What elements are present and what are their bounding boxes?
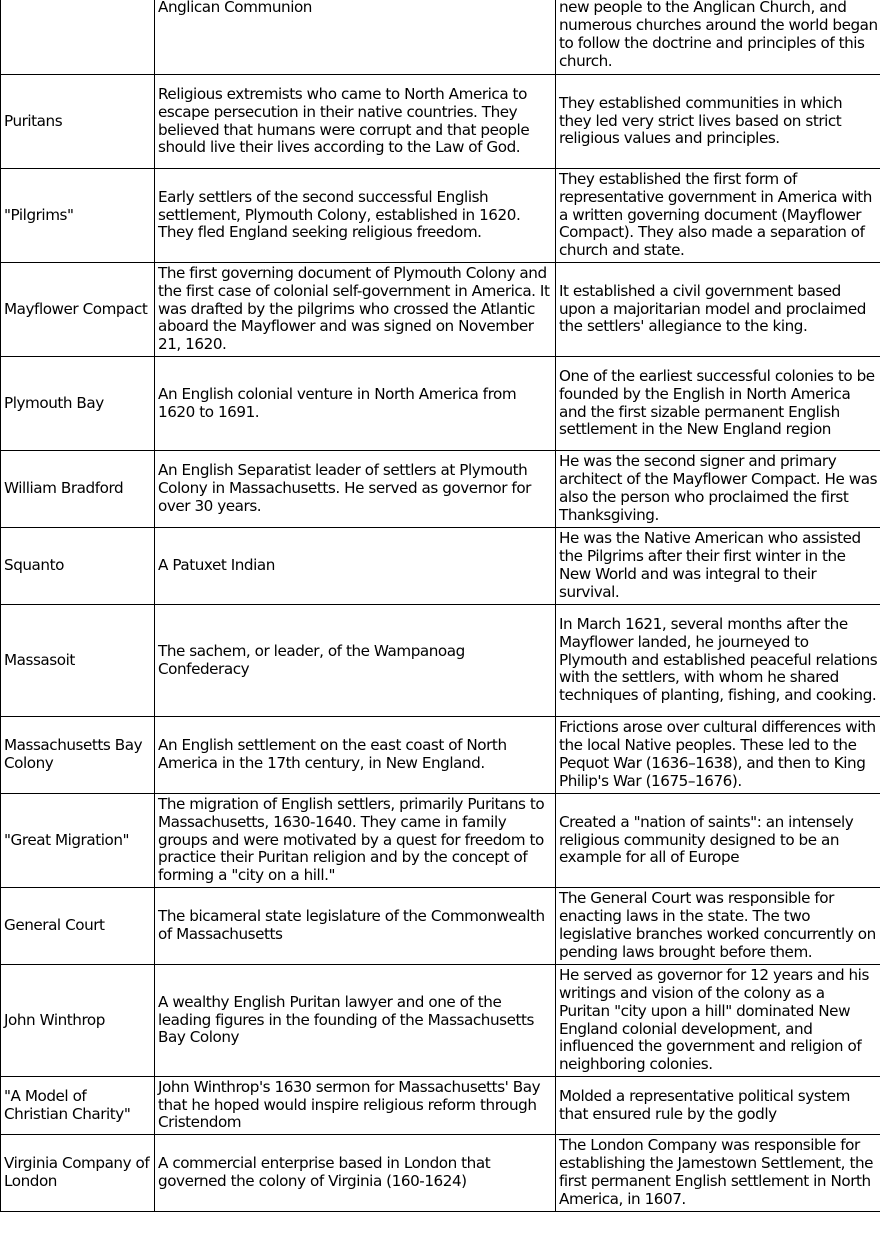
significance-cell: In March 1621, several months after the Mayflower landed, he journeyed to Plymouth and established peaceful relations with the settlers, with whom he shared techniques of planting, fishing, and cooking. bbox=[556, 605, 880, 717]
definition-cell: Religious extremists who came to North America to escape persecution in their native countries. They believed that humans were corrupt and that people should live their lives according to the Law of God. bbox=[155, 75, 556, 169]
term-cell: Virginia Company of London bbox=[1, 1135, 155, 1212]
table-row bbox=[1, 0, 880, 75]
definition-cell: A commercial enterprise based in London that governed the colony of Virginia (160-1624) bbox=[155, 1135, 556, 1212]
definition-cell: A Patuxet Indian bbox=[155, 528, 556, 605]
definition-cell: An English colonial venture in North America from 1620 to 1691. bbox=[155, 357, 556, 451]
table-row bbox=[1, 717, 880, 794]
significance-cell: Created a "nation of saints": an intensely religious community designed to be an example for all of Europe bbox=[556, 794, 880, 888]
table-row bbox=[1, 451, 880, 528]
definition-cell: The sachem, or leader, of the Wampanoag Confederacy bbox=[155, 605, 556, 717]
significance-cell: They established the first form of representative government in America with a written governing document (Mayflower Compact). They also made a separation of church and state. bbox=[556, 169, 880, 263]
definition-cell: The migration of English settlers, primarily Puritans to Massachusetts, 1630-1640. They came in family groups and were motivated by a quest for freedom to practice their Puritan religion and by the concept of forming a "city on a hill." bbox=[155, 794, 556, 888]
table-row bbox=[1, 263, 880, 357]
term-cell: "Pilgrims" bbox=[1, 169, 155, 263]
definition-cell: Anglican Communion bbox=[155, 0, 556, 75]
definition-cell: The first governing document of Plymouth Colony and the first case of colonial self-government in America. It was drafted by the pilgrims who crossed the Atlantic aboard the Mayflower and was signed on November 21, 1620. bbox=[155, 263, 556, 357]
table-row bbox=[1, 528, 880, 605]
significance-cell: The General Court was responsible for enacting laws in the state. The two legislative branches worked concurrently on pending laws brought before them. bbox=[556, 888, 880, 965]
significance-cell: He was the Native American who assisted the Pilgrims after their first winter in the New World and was integral to their survival. bbox=[556, 528, 880, 605]
definition-cell: John Winthrop's 1630 sermon for Massachusetts' Bay that he hoped would inspire religious reform through Cristendom bbox=[155, 1077, 556, 1135]
term-cell: Puritans bbox=[1, 75, 155, 169]
term-cell: Plymouth Bay bbox=[1, 357, 155, 451]
significance-cell: They established communities in which they led very strict lives based on strict religious values and principles. bbox=[556, 75, 880, 169]
definition-cell: Early settlers of the second successful English settlement, Plymouth Colony, established in 1620. They fled England seeking religious freedom. bbox=[155, 169, 556, 263]
table-row bbox=[1, 1135, 880, 1212]
table-row bbox=[1, 357, 880, 451]
definition-cell: An English settlement on the east coast of North America in the 17th century, in New England. bbox=[155, 717, 556, 794]
term-cell: Mayflower Compact bbox=[1, 263, 155, 357]
table-row bbox=[1, 75, 880, 169]
term-cell: "Great Migration" bbox=[1, 794, 155, 888]
term-cell: Massasoit bbox=[1, 605, 155, 717]
term-cell: Squanto bbox=[1, 528, 155, 605]
term-cell: John Winthrop bbox=[1, 965, 155, 1077]
significance-cell: It established a civil government based upon a majoritarian model and proclaimed the settlers' allegiance to the king. bbox=[556, 263, 880, 357]
definition-cell: The bicameral state legislature of the Commonwealth of Massachusetts bbox=[155, 888, 556, 965]
table-row bbox=[1, 1077, 880, 1135]
definition-cell: An English Separatist leader of settlers at Plymouth Colony in Massachusetts. He served as governor for over 30 years. bbox=[155, 451, 556, 528]
table-row bbox=[1, 169, 880, 263]
significance-cell: He was the second signer and primary architect of the Mayflower Compact. He was also the person who proclaimed the first Thanksgiving. bbox=[556, 451, 880, 528]
table-row bbox=[1, 794, 880, 888]
significance-cell: Frictions arose over cultural differences with the local Native peoples. These led to the Pequot War (1636–1638), and then to King Philip's War (1675–1676). bbox=[556, 717, 880, 794]
table-row bbox=[1, 965, 880, 1077]
term-cell bbox=[1, 0, 155, 75]
term-cell: William Bradford bbox=[1, 451, 155, 528]
significance-cell: new people to the Anglican Church, and numerous churches around the world began to follow the doctrine and principles of this church. bbox=[556, 0, 880, 75]
term-cell: "A Model of Christian Charity" bbox=[1, 1077, 155, 1135]
definition-cell: A wealthy English Puritan lawyer and one of the leading figures in the founding of the Massachusetts Bay Colony bbox=[155, 965, 556, 1077]
term-cell: General Court bbox=[1, 888, 155, 965]
significance-cell: One of the earliest successful colonies to be founded by the English in North America and the first sizable permanent English settlement in the New England region bbox=[556, 357, 880, 451]
table-row bbox=[1, 605, 880, 717]
significance-cell: The London Company was responsible for establishing the Jamestown Settlement, the first permanent English settlement in North America, in 1607. bbox=[556, 1135, 880, 1212]
table-row bbox=[1, 888, 880, 965]
significance-cell: He served as governor for 12 years and his writings and vision of the colony as a Puritan "city upon a hill" dominated New England colonial development, and influenced the government and religion of neighboring colonies. bbox=[556, 965, 880, 1077]
term-cell: Massachusetts Bay Colony bbox=[1, 717, 155, 794]
significance-cell: Molded a representative political system that ensured rule by the godly bbox=[556, 1077, 880, 1135]
